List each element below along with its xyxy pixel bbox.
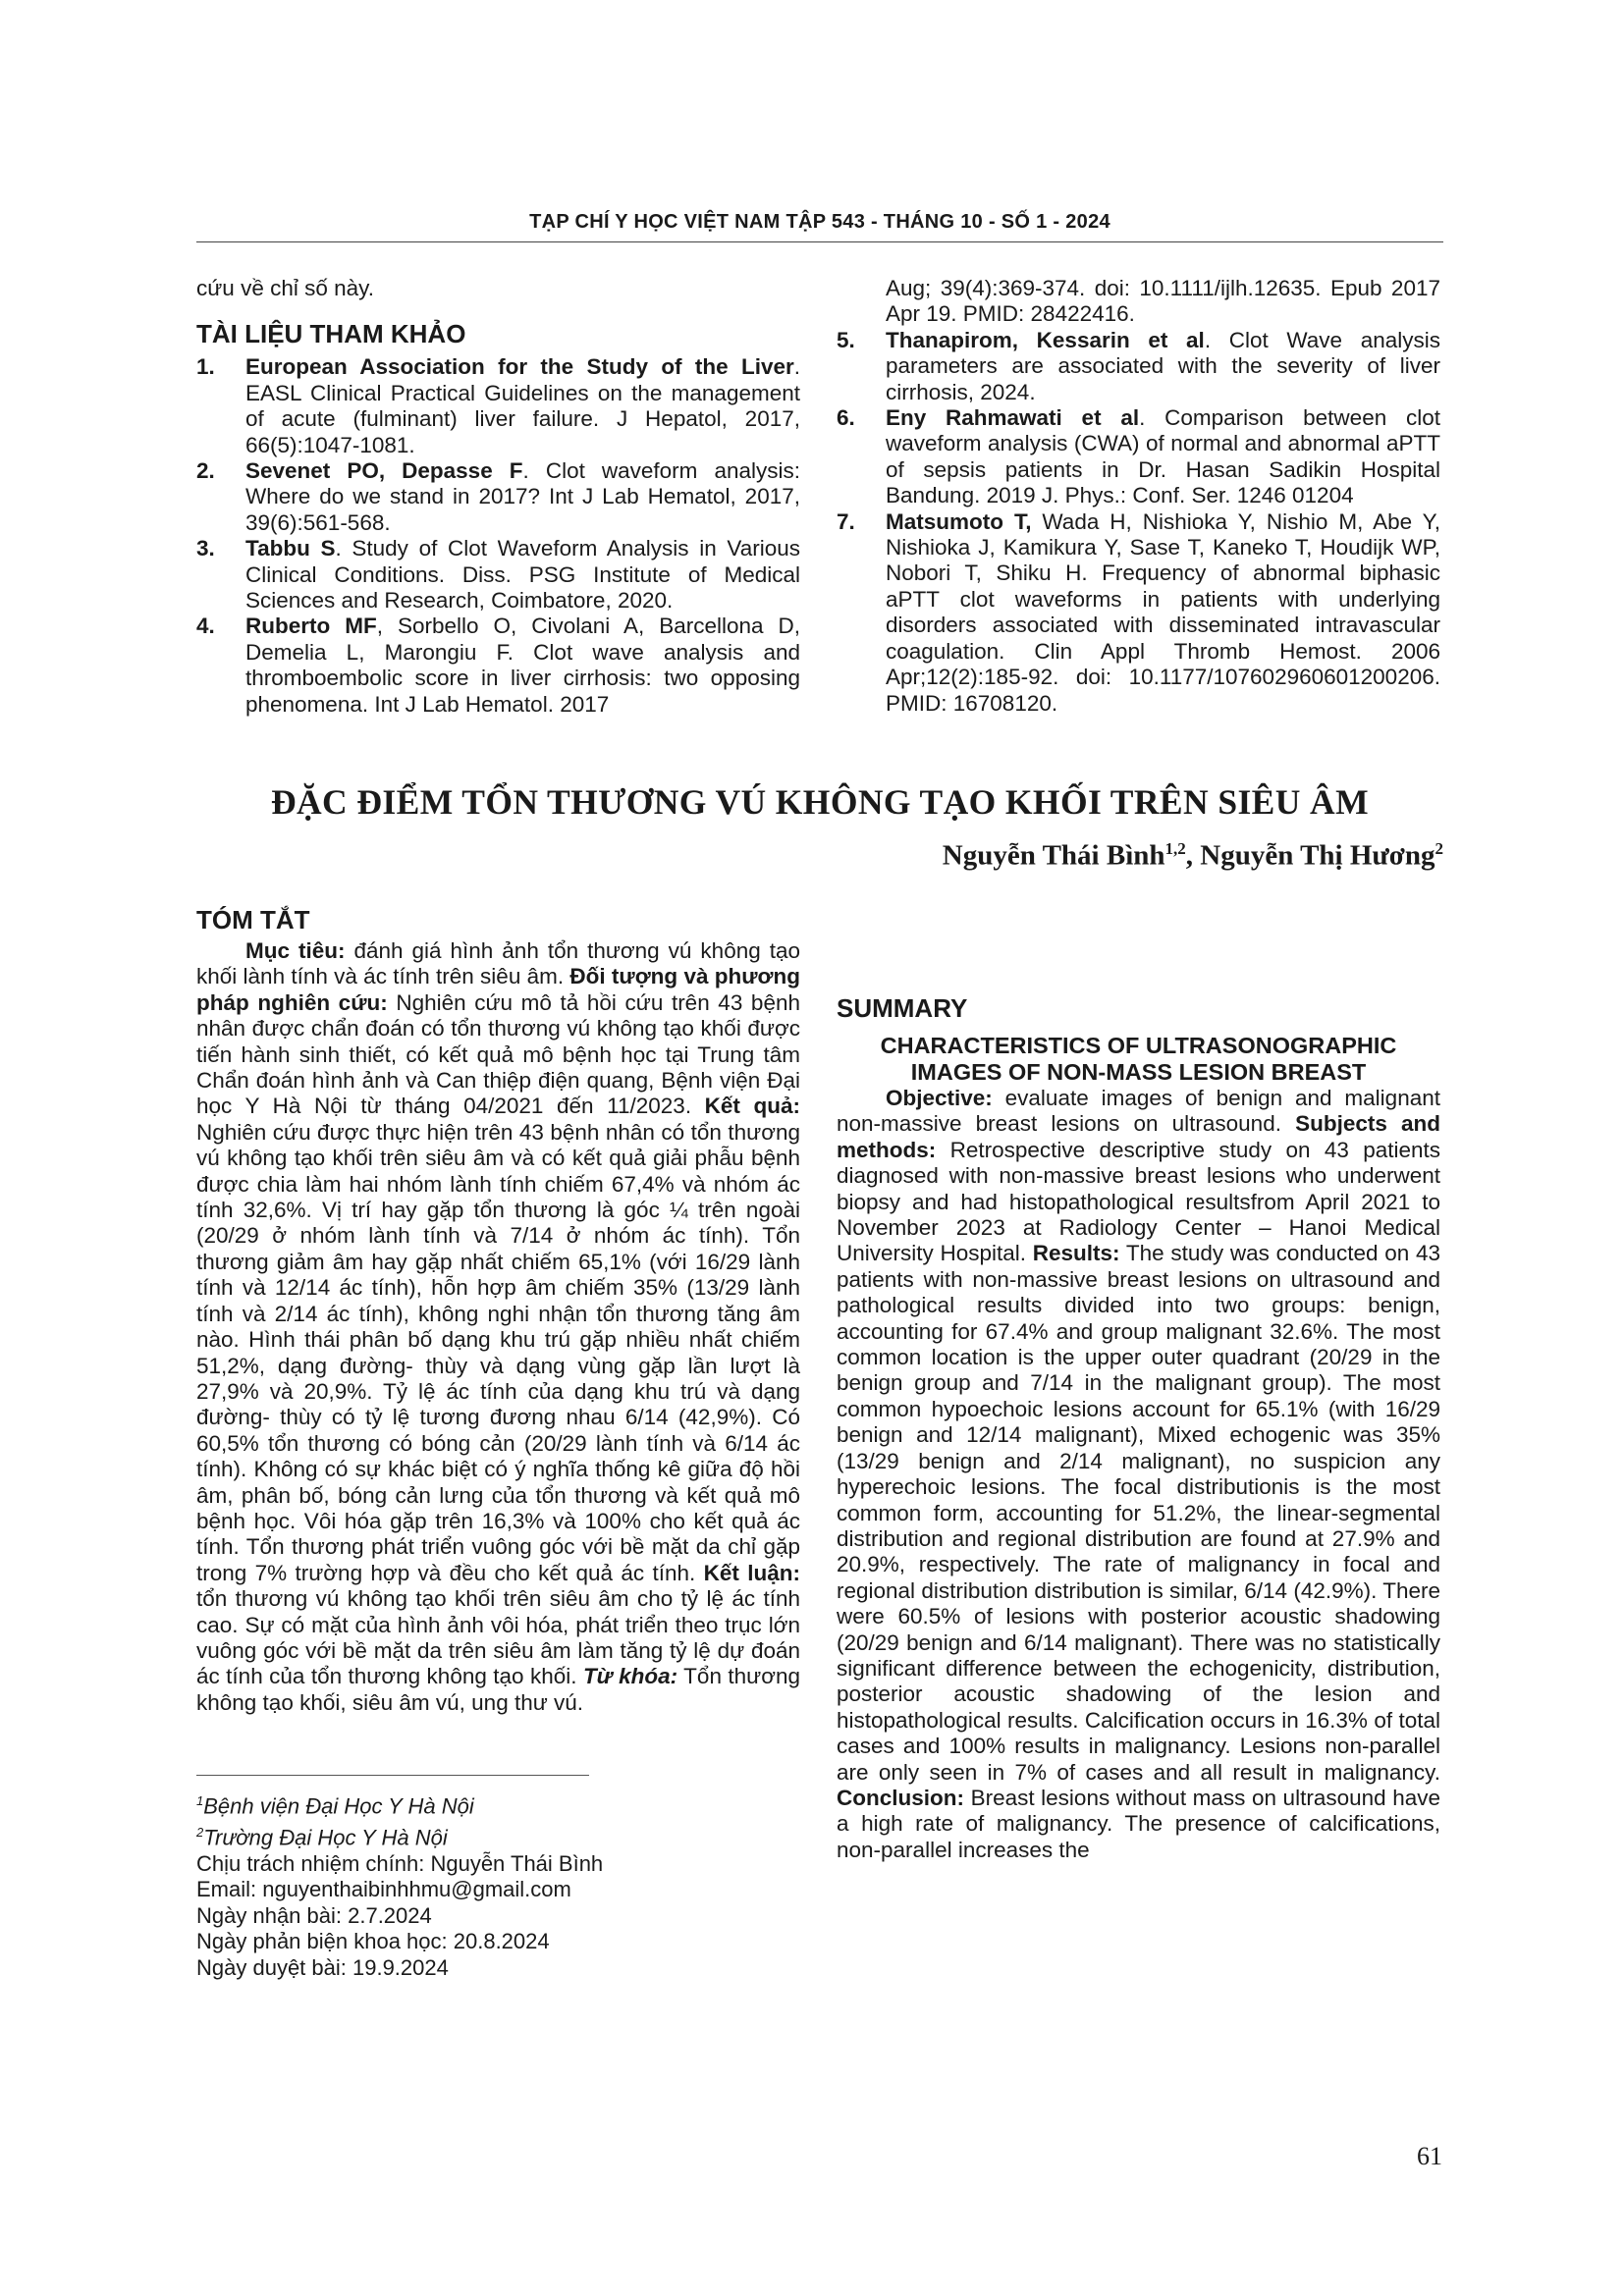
author-affiliation-sup: 1,2 bbox=[1164, 839, 1186, 858]
article-title: ĐẶC ĐIỂM TỔN THƯƠNG VÚ KHÔNG TẠO KHỐI TRÊN SIÊU ÂM bbox=[270, 782, 1370, 822]
footnotes bbox=[196, 1789, 805, 1981]
reference-item: 1. European Association for the Study of the Liver. EASL Clinical Practical Guidelines on the management of acute (fulminant) liver failure. J Hepatol, 2017, 66(5):1047-1081. bbox=[196, 354, 800, 457]
reference-item: 3. Tabbu S. Study of Clot Waveform Analysis in Various Clinical Conditions. Diss. PSG Institute of Medical Sciences and Research, Coimbatore, 2020. bbox=[196, 536, 800, 614]
date-accepted: Ngày duyệt bài: 19.9.2024 bbox=[196, 1954, 449, 1980]
abstract-vi bbox=[196, 905, 800, 1716]
abstract-body: Mục tiêu: đánh giá hình ảnh tổn thương vú không tạo khối lành tính và ác tính trên siêu âm. Đối tượng và phương pháp nghiên cứu: Nghiên cứu mô tả hồi cứu trên 43 bệnh nhân được chẩn đoán có tổn thương vú không tạo khối được tiến hành sinh thiết, có kết quả mô bệnh học tại Trung tâm Chẩn đoán hình ảnh và Can thiệp điện quang, Bệnh viện Đại học Y Hà Nội từ tháng 04/2021 đến 11/2023. Kết quả: Nghiên cứu được thực hiện trên 43 bệnh nhân có tổn thương vú không tạo khối trên siêu âm và có kết quả giải phẫu bệnh được chia làm hai nhóm lành tính chiếm 67,4% và nhóm ác tính 32,6%. Vị trí hay gặp tổn thương là góc ¼ trên ngoài (20/29 ở nhóm lành tính và 7/14 ở nhóm ác tính). Tổn thương giảm âm hay gặp nhất chiếm 65,1% (với 16/29 lành tính và 12/14 ác tính), hỗn hợp âm chiếm 35% (13/29 lành tính và 2/14 ác tính), không nghi nhận tổn thương tăng âm nào. Hình thái phân bố dạng khu trú gặp nhiều nhất chiếm 51,2%, dạng đường- thùy và dạng vùng gặp lần lượt là 27,9% và 20,9%. Tỷ lệ ác tính của dạng khu trú và dạng đường- thùy có tỷ lệ tương đương nhau 6/14 (42,9%). Có 60,5% tổn thương có bóng cản (20/29 lành tính và 6/14 ác tính). Không có sự khác biệt có ý nghĩa thống kê giữa độ hồi âm, phân bố, bóng cản lưng của tổn thương và kết quả mô bệnh học. Vôi hóa gặp trên 16,3% và 100% cho kết quả ác tính. Tổn thương phát triển vuông góc với bề mặt da chỉ gặp trong 7% trường hợp và đều cho kết quả ác tính. Kết luận: tổn thương vú không tạo khối trên siêu âm cho tỷ lệ ác tính cao. Sự có mặt của hình ảnh vôi hóa, phát triển theo trục lớn vuông góc với bề mặt da trên siêu âm làm tăng tỷ lệ dự đoán ác tính của tổn thương không tạo khối. Từ khóa: Tổn thương không tạo khối, siêu âm vú, ung thư vú. bbox=[196, 938, 801, 1715]
references-left-column bbox=[196, 276, 800, 718]
reference-item: 4. Ruberto MF, Sorbello O, Civolani A, Barcellona D, Demelia L, Marongiu F. Clot wave analysis and thromboembolic score in liver cirrhosis: two opposing phenomena. Int J Lab Hematol. 2017 bbox=[196, 614, 801, 717]
affiliation-1: $^1$Bệnh viện Đại Học Y Hà Nội bbox=[196, 1793, 474, 1819]
footnote-rule bbox=[196, 1775, 589, 1776]
running-head: TẠP CHÍ Y HỌC VIỆT NAM TẬP 543 - THÁNG 10 - SỐ 1 - 2024 bbox=[529, 211, 1110, 233]
english-article-title: CHARACTERISTICS OF ULTRASONOGRAPHIC IMAGES OF NON-MASS LESION BREAST bbox=[880, 1033, 1397, 1085]
continued-text: cứu về chỉ số này. bbox=[196, 276, 374, 300]
author-line: Nguyễn Thái Bình$^{1,2}$, Nguyễn Thị Hương$^2$ bbox=[942, 839, 1443, 872]
page-number: 61 bbox=[1417, 2142, 1442, 2170]
reference-item-continued: Aug; 39(4):369-374. doi: 10.1111/ijlh.12635. Epub 2017 Apr 19. PMID: 28422416. bbox=[886, 276, 1440, 327]
reference-item: 2. Sevenet PO, Depasse F. Clot waveform analysis: Where do we stand in 2017? Int J Lab Hematol, 2017, 39(6):561-568. bbox=[196, 458, 800, 535]
header-rule bbox=[196, 241, 1443, 242]
reference-item: 6. Eny Rahmawati et al. Comparison between clot waveform analysis (CWA) of normal and abnormal aPTT of sepsis patients in Dr. Hasan Sadikin Hospital Bandung. 2019 J. Phys.: Conf. Ser. 1246 01204 bbox=[837, 405, 1440, 508]
email: Email: nguyenthaibinhhmu@gmail.com bbox=[196, 1877, 571, 1902]
summary-body: Objective: evaluate images of benign and malignant non-massive breast lesions on ultrasound. Subjects and methods: Retrospective descriptive study on 43 patients diagnosed with non-massive breast lesions who underwent biopsy and had histopathological resultsfrom April 2021 to November 2023 at Radiology Center – Hanoi Medical University Hospital. Results: The study was conducted on 43 patients with non-massive breast lesions on ultrasound and pathological results divided into two groups: benign, accounting for 67.4% and group malignant 32.6%. The most common location is the upper outer quadrant (20/29 in the benign group and 7/14 in the malignant group). The most common hypoechoic lesions account for 65.1% (with 16/29 benign and 12/14 malignant), Mixed echogenic was 35% (13/29 benign and 2/14 malignant), no suspicion any hyperechoic lesions. The focal distributionis is the most common form, accounting for 51.2%, the linear-segmental distribution and regional distribution are found at 27.9% and 20.9%, respectively. The rate of malignancy in focal and regional distribution distribution is similar, 6/14 (42.9%). There were 60.5% of lesions with posterior acoustic shadowing (20/29 benign and 6/14 malignant). There was no statistically significant difference between the echogenicity, distribution, posterior acoustic shadowing of the lesion and histopathological results. Calcification occurs in 16.3% of total cases and 100% results in malignancy. Lesions non-parallel are only seen in 7% of cases and all result in malignancy. Conclusion: Breast lesions without mass on ultrasound have a high rate of malignancy. The presence of calcifications, non-parallel increases the bbox=[837, 1086, 1440, 1862]
reference-list-left bbox=[196, 354, 800, 718]
summary-title: SUMMARY bbox=[837, 993, 968, 1023]
affiliation-2: $^2$Trường Đại Học Y Hà Nội bbox=[196, 1824, 448, 1850]
date-received: Ngày nhận bài: 2.7.2024 bbox=[196, 1902, 432, 1928]
summary-en bbox=[837, 993, 1440, 1863]
reference-list-right bbox=[837, 276, 1440, 717]
author-name: Nguyễn Thị Hương bbox=[1200, 839, 1435, 872]
reference-item: 7. Matsumoto T, Wada H, Nishioka Y, Nishio M, Abe Y, Nishioka J, Kamikura Y, Sase T, Kaneko T, Houdijk WP, Nobori T, Shiku H. Frequency of abnormal biphasic aPTT clot waveforms in patients with underlying disorders associated with disseminated intravascular coagulation. Clin Appl Thromb Hemost. 2006 Apr;12(2):185-92. doi: 10.1177/107602960601200206. PMID: 16708120. bbox=[837, 508, 1441, 716]
date-reviewed: Ngày phản biện khoa học: 20.8.2024 bbox=[196, 1929, 550, 1954]
abstract-title: TÓM TẮT bbox=[196, 905, 310, 934]
reference-item: 5. Thanapirom, Kessarin et al. Clot Wave analysis parameters are associated with the severity of liver cirrhosis, 2024. bbox=[837, 327, 1441, 404]
author-affiliation-sup: 2 bbox=[1435, 839, 1443, 858]
corresponding-author: Chịu trách nhiệm chính: Nguyễn Thái Bình bbox=[196, 1850, 604, 1876]
author-name: Nguyễn Thái Bình bbox=[942, 839, 1165, 872]
references-title: TÀI LIỆU THAM KHẢO bbox=[196, 319, 466, 349]
references-right-column bbox=[837, 276, 1440, 717]
